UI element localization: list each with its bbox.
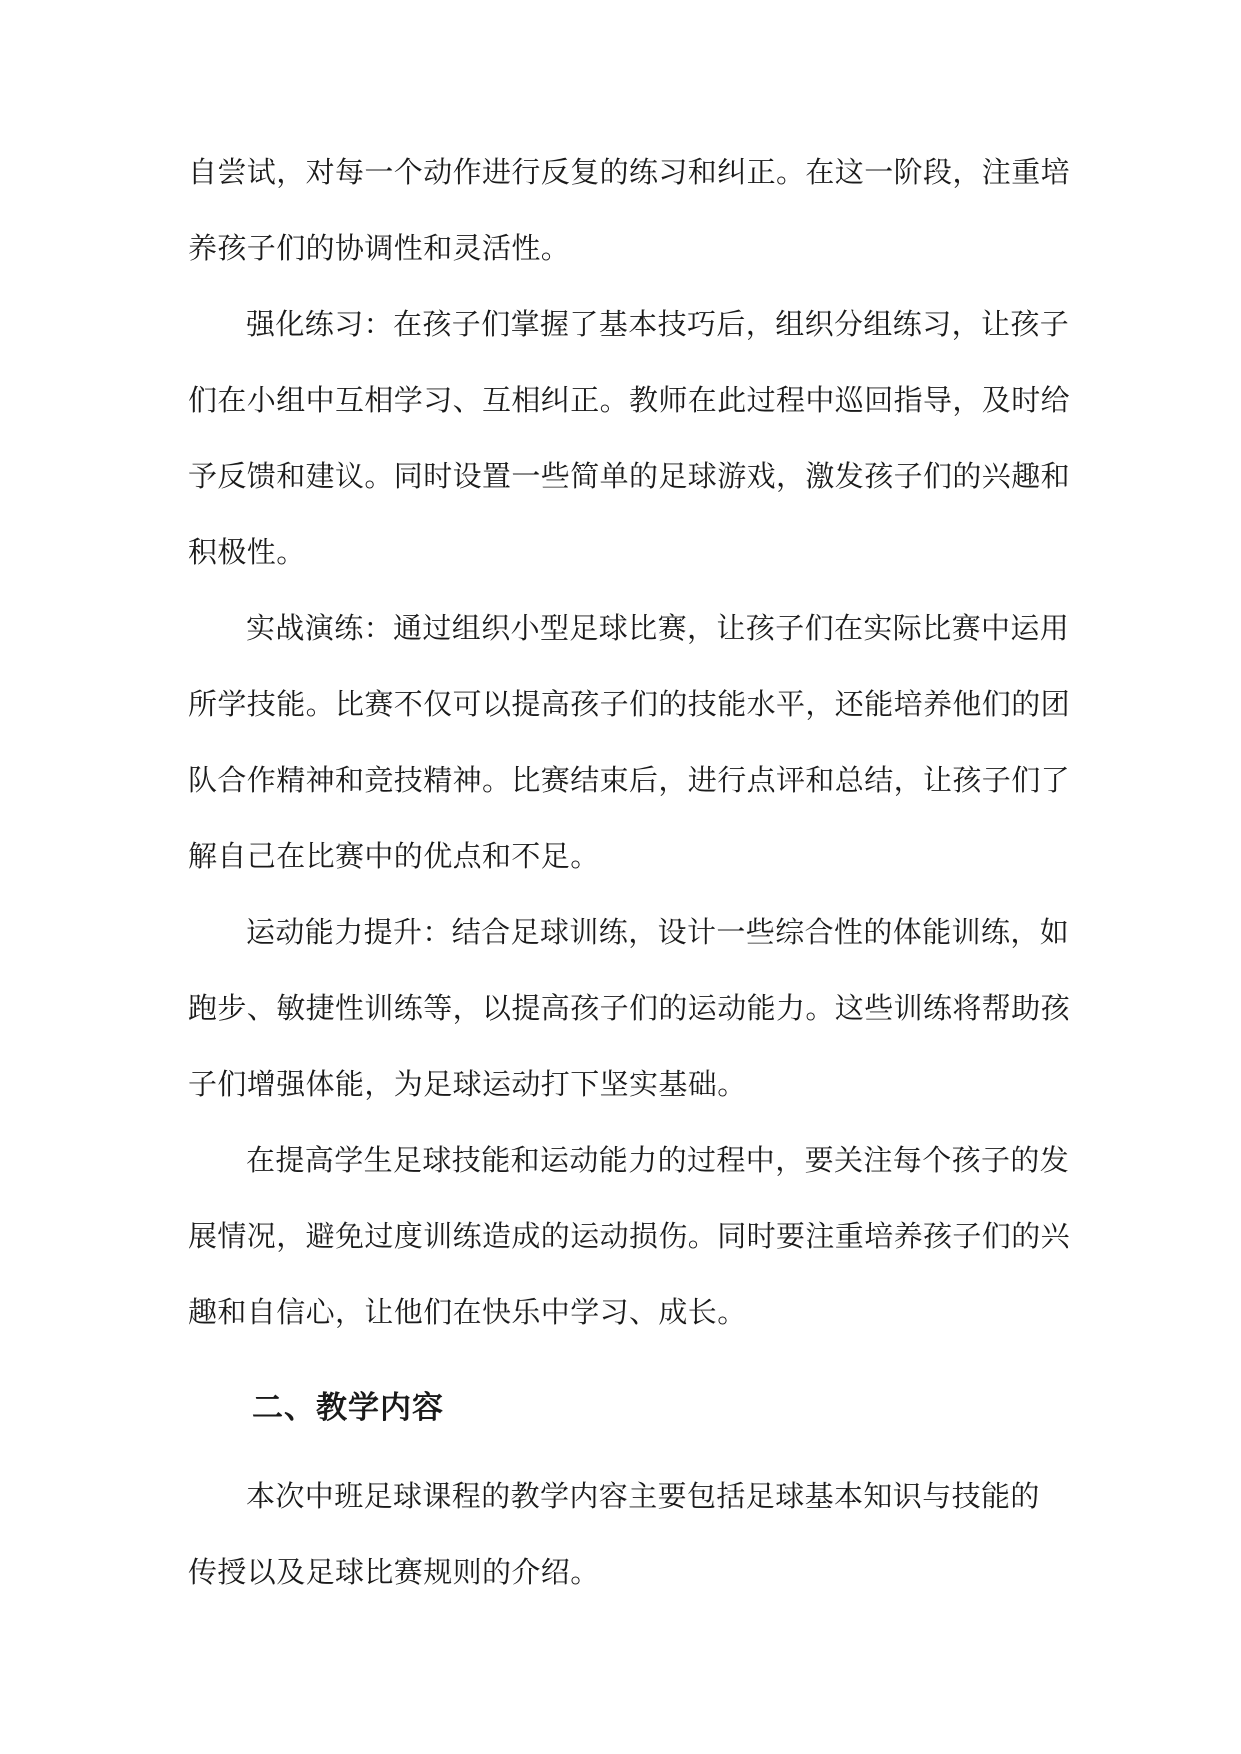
section-heading: 二、教学内容 — [252, 1390, 444, 1426]
paragraph-line: 展情况，避免过度训练造成的运动损伤。同时要注重培养孩子们的兴 — [188, 1219, 1071, 1253]
paragraph-line: 子们增强体能，为足球运动打下坚实基础。 — [188, 1067, 747, 1101]
paragraph-line: 解自己在比赛中的优点和不足。 — [188, 839, 600, 873]
paragraph-line: 养孩子们的协调性和灵活性。 — [188, 231, 571, 265]
paragraph-line: 趣和自信心，让他们在快乐中学习、成长。 — [188, 1295, 747, 1329]
paragraph-line: 传授以及足球比赛规则的介绍。 — [188, 1555, 600, 1589]
paragraph-line: 跑步、敏捷性训练等，以提高孩子们的运动能力。这些训练将帮助孩 — [188, 991, 1071, 1025]
paragraph-line: 运动能力提升：结合足球训练，设计一些综合性的体能训练，如 — [246, 915, 1070, 949]
paragraph-line: 队合作精神和竞技精神。比赛结束后，进行点评和总结，让孩子们了 — [188, 763, 1071, 797]
paragraph-line: 予反馈和建议。同时设置一些简单的足球游戏，激发孩子们的兴趣和 — [188, 459, 1071, 493]
paragraph-line: 在提高学生足球技能和运动能力的过程中，要关注每个孩子的发 — [246, 1143, 1070, 1177]
paragraph-line: 积极性。 — [188, 535, 306, 569]
paragraph-line: 所学技能。比赛不仅可以提高孩子们的技能水平，还能培养他们的团 — [188, 687, 1071, 721]
paragraph-line: 强化练习：在孩子们掌握了基本技巧后，组织分组练习，让孩子 — [246, 307, 1070, 341]
paragraph-line: 实战演练：通过组织小型足球比赛，让孩子们在实际比赛中运用 — [246, 611, 1070, 645]
paragraph-line: 自尝试，对每一个动作进行反复的练习和纠正。在这一阶段，注重培 — [188, 155, 1071, 189]
paragraph-line: 本次中班足球课程的教学内容主要包括足球基本知识与技能的 — [246, 1479, 1040, 1513]
paragraph-line: 们在小组中互相学习、互相纠正。教师在此过程中巡回指导，及时给 — [188, 383, 1071, 417]
